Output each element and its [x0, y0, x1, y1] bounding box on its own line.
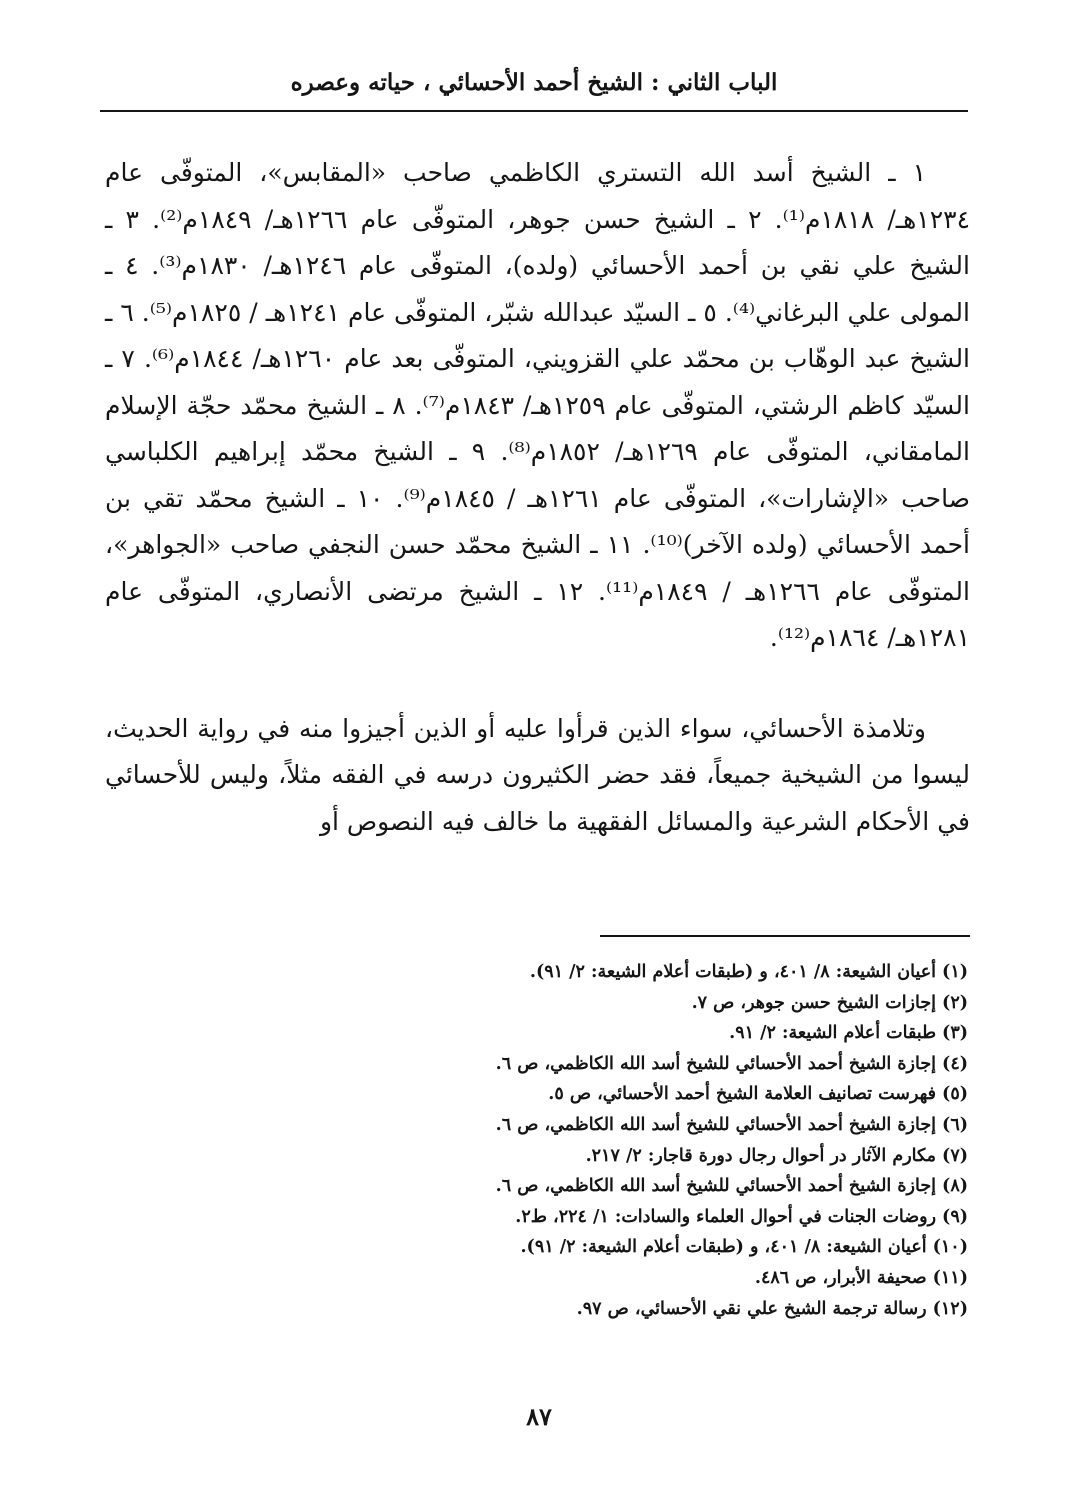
footnotes-list [105, 957, 968, 1324]
footnote-item [105, 988, 968, 1019]
footnote-number: (٦) [942, 1114, 968, 1135]
footnote-item [105, 1263, 968, 1294]
footnote-text: إجازة الشيخ أحمد الأحسائي للشيخ أسد الله الكاظمي، ص ٦. [495, 1053, 937, 1074]
footnote-number: (٥) [942, 1084, 968, 1105]
footnote-item [105, 1202, 968, 1233]
footnote-number: (١٢) [932, 1298, 968, 1319]
footnote-item [105, 1141, 968, 1172]
footnote-number: (٢) [942, 992, 968, 1013]
students-list-paragraph: ١ ـ الشيخ أسد الله التستري الكاظمي صاحب «المقابس»، المتوفّى عام ١٢٣٤هـ/ ١٨١٨م⁽¹⁾. ٢ ـ الشيخ حسن جوهر، المتوفّى عام ١٢٦٦هـ/ ١٨٤٩م⁽²⁾. ٣ ـ الشيخ علي نقي بن أحمد الأحسائي (ولده)، المتوفّى عام ١٢٤٦هـ/ ١٨٣٠م⁽³⁾. ٤ ـ المولى علي البرغاني⁽⁴⁾. ٥ ـ السيّد عبدالله شبّر، المتوفّى عام ١٢٤١هـ / ١٨٢٥م⁽⁵⁾. ٦ ـ الشيخ عبد الوهّاب بن محمّد علي القزويني، المتوفّى بعد عام ١٢٦٠هـ/ ١٨٤٤م⁽⁶⁾. ٧ ـ السيّد كاظم الرشتي، المتوفّى عام ١٢٥٩هـ/ ١٨٤٣م⁽⁷⁾. ٨ ـ الشيخ محمّد حجّة الإسلام المامقاني، المتوفّى عام ١٢٦٩هـ/ ١٨٥٢م⁽⁸⁾. ٩ ـ الشيخ محمّد إبراهيم الكلباسي صاحب «الإشارات»، المتوفّى عام ١٢٦١هـ / ١٨٤٥م⁽⁹⁾. ١٠ ـ الشيخ محمّد تقي بن أحمد الأحسائي (ولده الآخر)⁽¹⁰⁾. ١١ ـ الشيخ محمّد حسن النجفي صاحب «الجواهر»، المتوفّى عام ١٢٦٦هـ / ١٨٤٩م⁽¹¹⁾. ١٢ ـ الشيخ مرتضى الأنصاري، المتوفّى عام ١٢٨١هـ/ ١٨٦٤م⁽¹²⁾. [105, 158, 971, 652]
footnote-text: إجازة الشيخ أحمد الأحسائي للشيخ أسد الله الكاظمي، ص ٦. [495, 1114, 937, 1135]
footnote-text: رسالة ترجمة الشيخ علي نقي الأحسائي، ص ٩٧. [576, 1298, 927, 1319]
footnote-item [105, 1171, 968, 1202]
header-divider [100, 110, 968, 112]
page-number: ٨٧ [526, 1402, 552, 1431]
footnote-text: أعيان الشيعة: ٨/ ٤٠١، و (طبقات أعلام الشيعة: ٢/ ٩١). [529, 962, 937, 982]
footnote-number: (١٠) [932, 1237, 968, 1258]
footnote-number: (٤) [942, 1053, 968, 1074]
footnote-text: صحيفة الأبرار، ص ٤٨٦. [754, 1267, 927, 1288]
footnote-item [105, 1294, 968, 1325]
running-header: الباب الثاني : الشيخ أحمد الأحسائي ، حياته وعصره [290, 69, 778, 96]
footnote-item [105, 957, 968, 988]
footnote-divider [600, 935, 970, 937]
footnote-item [105, 1079, 968, 1110]
footnote-text: إجازة الشيخ أحمد الأحسائي للشيخ أسد الله الكاظمي، ص ٦. [495, 1176, 937, 1197]
footnote-number: (٧) [942, 1145, 968, 1166]
footnote-item [105, 1018, 968, 1049]
footnote-number: (٩) [942, 1206, 968, 1227]
footnote-item [105, 1110, 968, 1141]
footnote-text: إجازات الشيخ حسن جوهر، ص ٧. [691, 992, 937, 1013]
footnote-text: روضات الجنات في أحوال العلماء والسادات: ١/ ٢٢٤، ط٢. [515, 1206, 937, 1227]
footnote-number: (١) [942, 962, 968, 982]
main-text [105, 150, 970, 845]
footnote-item [105, 1049, 968, 1080]
footnote-number: (٣) [942, 1023, 968, 1044]
footnote-text: أعيان الشيعة: ٨/ ٤٠١، و (طبقات أعلام الشيعة: ٢/ ٩١). [520, 1237, 927, 1258]
footnote-number: (٨) [942, 1176, 968, 1197]
paragraph-spacer [105, 662, 970, 706]
footnote-text: مكارم الآثار در أحوال رجال دورة قاجار: ٢/ ٢١٧. [585, 1145, 937, 1166]
footnote-number: (١١) [932, 1267, 968, 1288]
footnote-text: طبقات أعلام الشيعة: ٢/ ٩١. [729, 1023, 937, 1044]
footnote-item [105, 1232, 968, 1263]
footnote-text: فهرست تصانيف العلامة الشيخ أحمد الأحسائي، ص ٥. [548, 1084, 937, 1105]
students-note-paragraph: وتلامذة الأحسائي، سواء الذين قرأوا عليه أو الذين أجيزوا منه في رواية الحديث، ليسوا من الشيخية جميعاً، فقد حضر الكثيرون درسه في الفقه مثلاً، وليس للأحسائي في الأحكام الشرعية والمسائل الفقهية ما خالف فيه النصوص أو [105, 713, 970, 836]
